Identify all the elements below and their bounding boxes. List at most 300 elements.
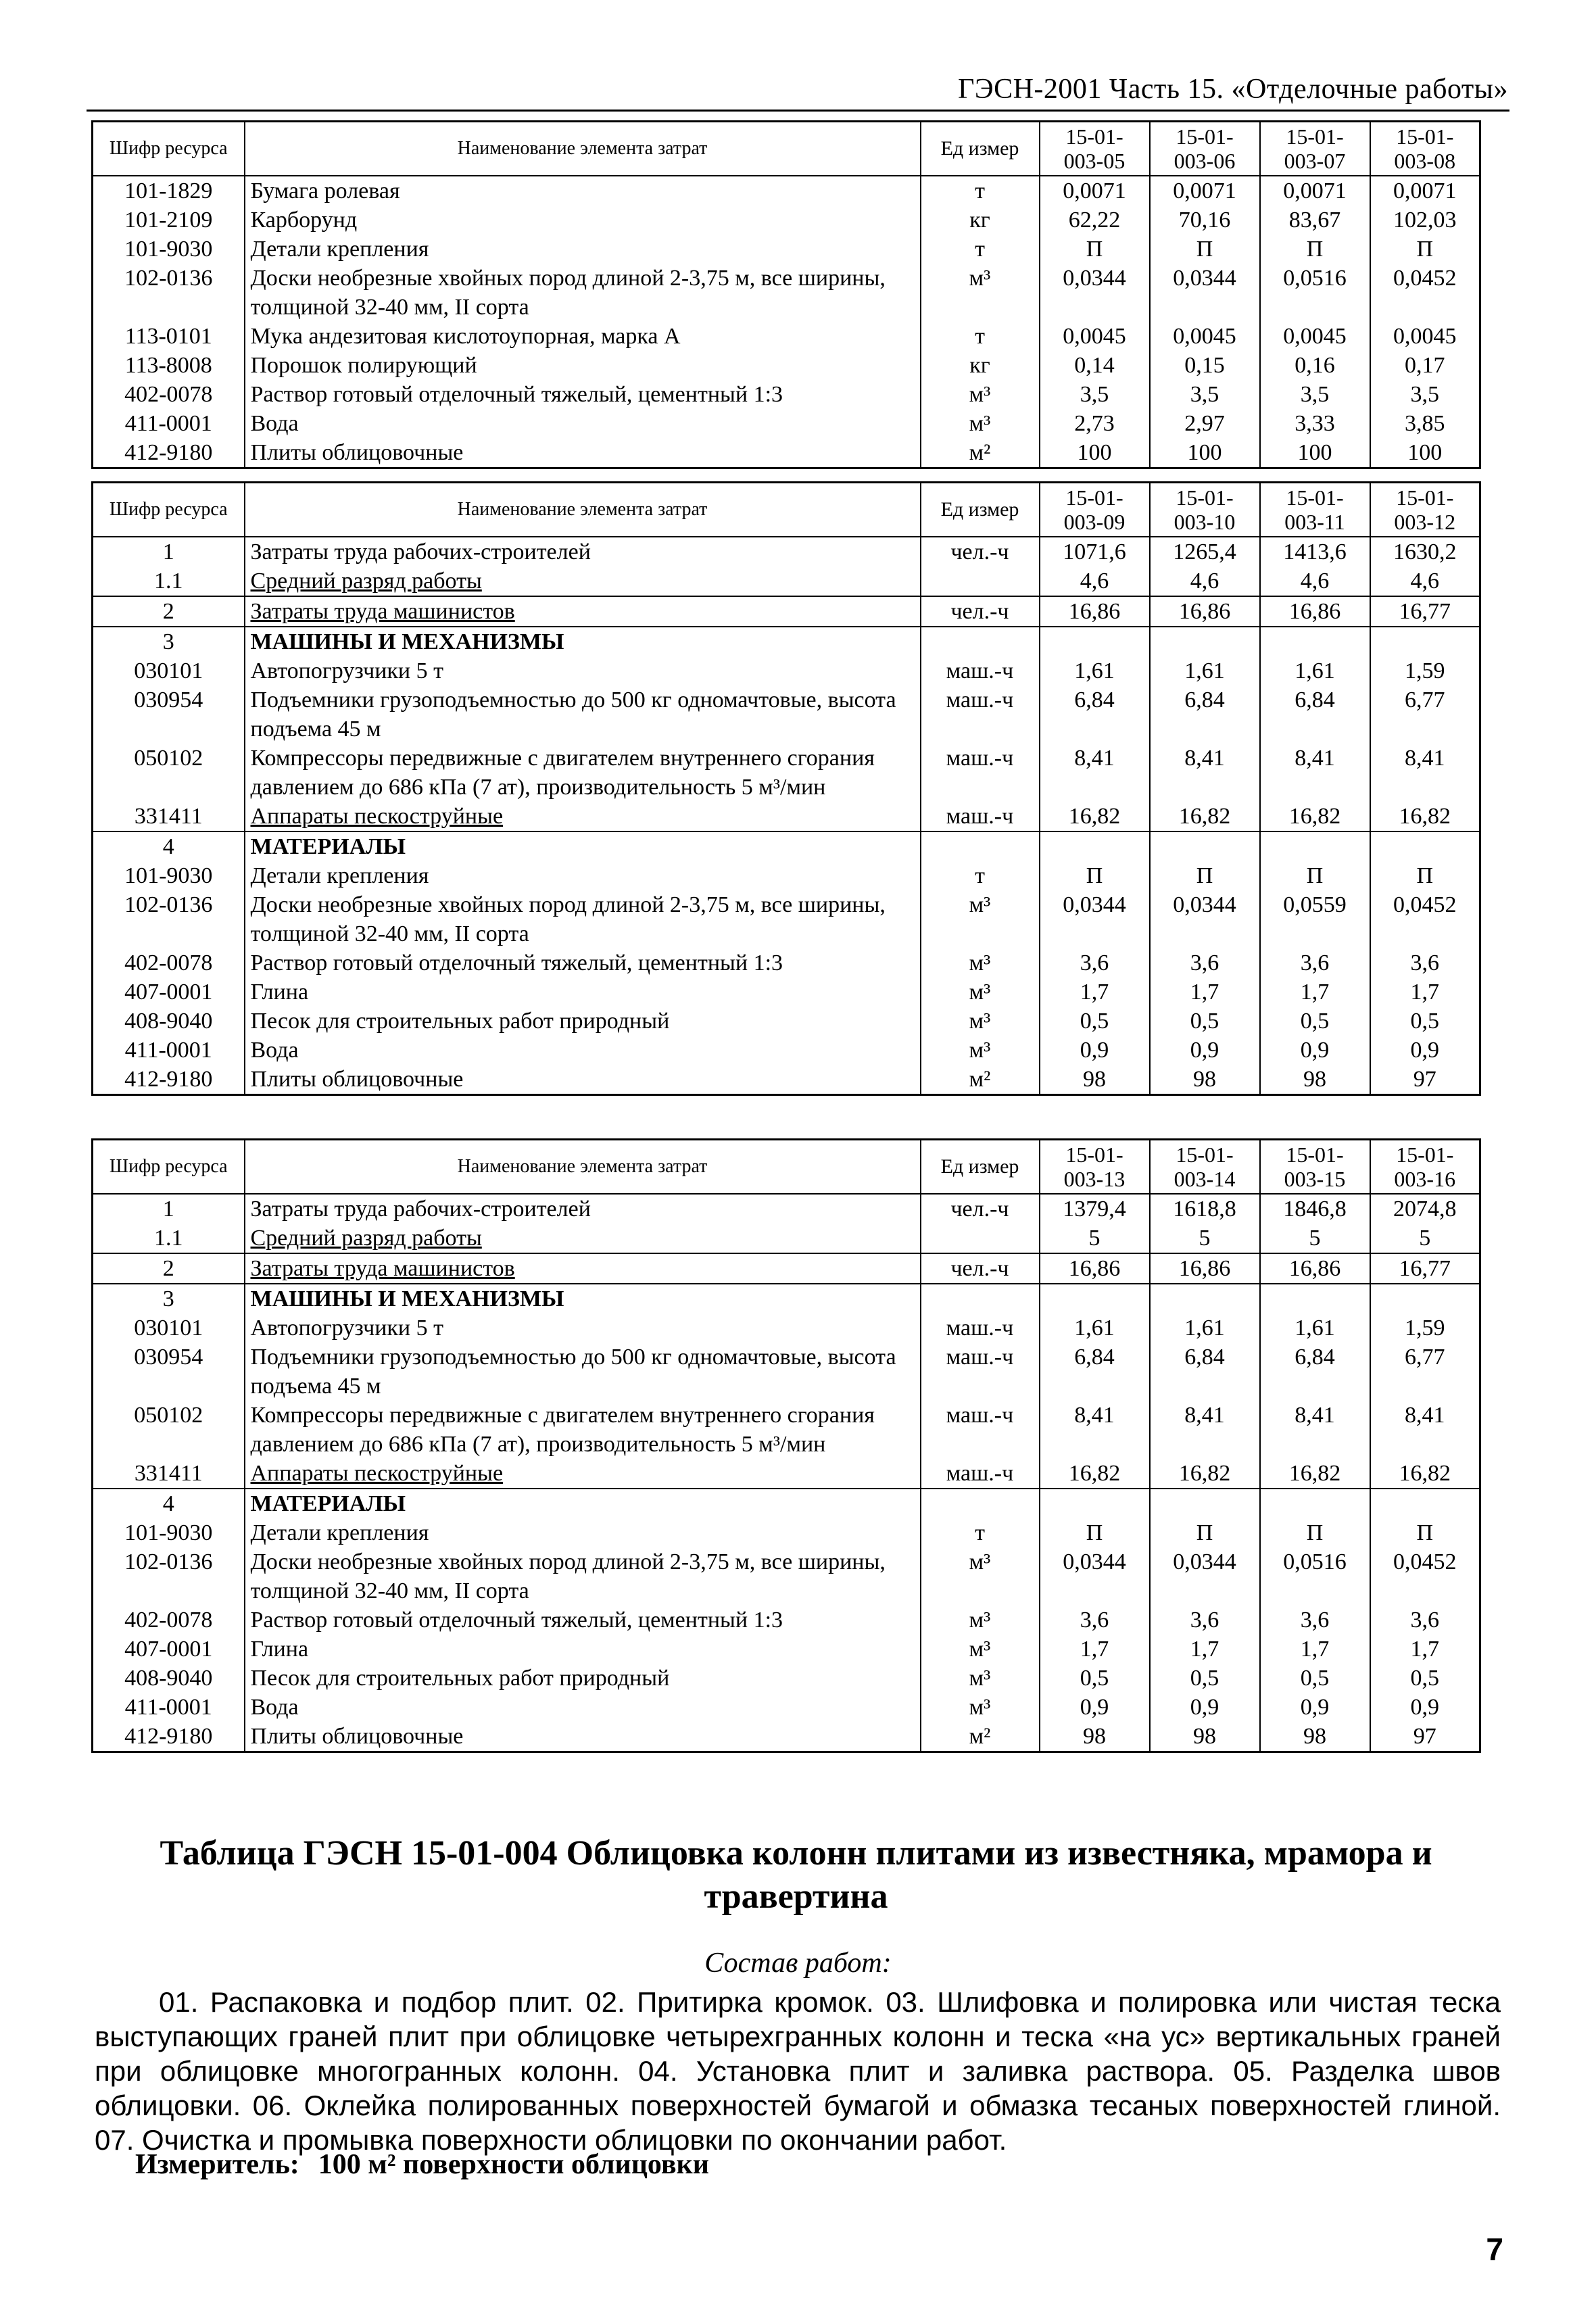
resource-code: 412-9180 xyxy=(93,1722,245,1752)
resource-unit: м³ xyxy=(921,1036,1040,1065)
resource-code: 113-0101 xyxy=(93,322,245,351)
table-row xyxy=(93,627,1480,656)
table-row xyxy=(93,438,1480,468)
resource-value xyxy=(1150,627,1260,656)
resource-unit: м³ xyxy=(921,890,1040,948)
resource-unit: м³ xyxy=(921,948,1040,978)
resource-name: Мука андезитовая кислотоупорная, марка А xyxy=(245,322,921,351)
resource-name: Затраты труда машинистов xyxy=(245,1253,921,1284)
resource-code: 2 xyxy=(93,1253,245,1284)
resource-value: 4,6 xyxy=(1260,566,1370,596)
resource-name: Песок для строительных работ природный xyxy=(245,1007,921,1036)
resource-value: П xyxy=(1260,235,1370,264)
resource-value: 0,9 xyxy=(1040,1036,1150,1065)
resource-unit: чел.-ч xyxy=(921,596,1040,627)
resource-value: П xyxy=(1040,861,1150,890)
resource-code: 407-0001 xyxy=(93,978,245,1007)
resource-unit: м³ xyxy=(921,978,1040,1007)
resource-value: 16,86 xyxy=(1260,596,1370,627)
resource-value: 8,41 xyxy=(1150,1401,1260,1459)
header-code: Шифр ресурса xyxy=(93,483,245,537)
header-name: Наименование элемента затрат xyxy=(245,483,921,537)
resource-code: 3 xyxy=(93,627,245,656)
table-row xyxy=(93,744,1480,802)
resource-unit: маш.-ч xyxy=(921,1313,1040,1343)
resource-name: Карборунд xyxy=(245,206,921,235)
table-row xyxy=(93,235,1480,264)
resource-unit: т xyxy=(921,322,1040,351)
resource-name: Раствор готовый отделочный тяжелый, цементный 1:3 xyxy=(245,948,921,978)
resource-value: 6,84 xyxy=(1040,685,1150,744)
resource-name: Подъемники грузоподъемностью до 500 кг одномачтовые, высота подъема 45 м xyxy=(245,1343,921,1401)
resource-unit: чел.-ч xyxy=(921,1253,1040,1284)
composition-label: Состав работ: xyxy=(704,1948,892,1979)
header-rule xyxy=(87,110,1509,112)
resource-value: 102,03 xyxy=(1370,206,1480,235)
resource-value: 0,0344 xyxy=(1150,890,1260,948)
resource-name: Затраты труда рабочих-строителей xyxy=(245,1194,921,1224)
resource-value: 3,5 xyxy=(1150,380,1260,409)
resource-name: Раствор готовый отделочный тяжелый, цементный 1:3 xyxy=(245,1606,921,1635)
header-norm: 15-01- 003-09 xyxy=(1040,483,1150,537)
resource-value: 4,6 xyxy=(1370,566,1480,596)
resource-value: 5 xyxy=(1370,1224,1480,1253)
table-row xyxy=(93,1606,1480,1635)
resource-code: 412-9180 xyxy=(93,438,245,468)
table-row xyxy=(93,1693,1480,1722)
resource-value: 3,5 xyxy=(1260,380,1370,409)
resource-unit: маш.-ч xyxy=(921,1459,1040,1489)
resource-code: 408-9040 xyxy=(93,1664,245,1693)
header-norm: 15-01- 003-10 xyxy=(1150,483,1260,537)
resource-value: 0,0559 xyxy=(1260,890,1370,948)
resource-name: Автопогрузчики 5 т xyxy=(245,656,921,685)
table-row xyxy=(93,409,1480,438)
resource-value xyxy=(1370,1284,1480,1313)
resource-value: 16,86 xyxy=(1150,1253,1260,1284)
resource-code: 402-0078 xyxy=(93,1606,245,1635)
table-row xyxy=(93,978,1480,1007)
resource-value: 5 xyxy=(1040,1224,1150,1253)
resource-value: П xyxy=(1150,235,1260,264)
resource-name: Детали крепления xyxy=(245,861,921,890)
table-row xyxy=(93,264,1480,322)
resource-code: 331411 xyxy=(93,1459,245,1489)
resource-code: 4 xyxy=(93,1489,245,1518)
header-code: Шифр ресурса xyxy=(93,122,245,176)
resource-name: Подъемники грузоподъемностью до 500 кг одномачтовые, высота подъема 45 м xyxy=(245,685,921,744)
table-row xyxy=(93,656,1480,685)
resource-value: 0,0344 xyxy=(1040,890,1150,948)
resource-value xyxy=(1040,1489,1150,1518)
header-norm: 15-01- 003-15 xyxy=(1260,1140,1370,1194)
resource-value: 16,77 xyxy=(1370,1253,1480,1284)
resource-value: 1618,8 xyxy=(1150,1194,1260,1224)
resource-name: Детали крепления xyxy=(245,235,921,264)
resource-value: 3,6 xyxy=(1040,1606,1150,1635)
resource-value: 98 xyxy=(1260,1722,1370,1752)
resource-value xyxy=(1260,1489,1370,1518)
table-row xyxy=(93,1664,1480,1693)
resource-code: 402-0078 xyxy=(93,948,245,978)
resource-name: Компрессоры передвижные с двигателем внутреннего сгорания давлением до 686 кПа (7 ат), производительность 5 м³/мин xyxy=(245,1401,921,1459)
table-row xyxy=(93,1224,1480,1253)
resource-value: 0,5 xyxy=(1150,1664,1260,1693)
resource-value: П xyxy=(1370,235,1480,264)
resource-value: 1071,6 xyxy=(1040,537,1150,566)
resource-value: 3,6 xyxy=(1370,1606,1480,1635)
resource-value: 100 xyxy=(1260,438,1370,468)
header-name: Наименование элемента затрат xyxy=(245,122,921,176)
resource-unit: м² xyxy=(921,1065,1040,1095)
resource-code: 2 xyxy=(93,596,245,627)
resource-code: 101-9030 xyxy=(93,235,245,264)
meter-label: Измеритель: xyxy=(135,2149,299,2180)
resource-value: 0,9 xyxy=(1040,1693,1150,1722)
resource-value xyxy=(1150,1489,1260,1518)
header-norm: 15-01- 003-08 xyxy=(1370,122,1480,176)
resource-name: Глина xyxy=(245,978,921,1007)
resource-value: 0,0452 xyxy=(1370,1547,1480,1606)
resource-value: 0,16 xyxy=(1260,351,1370,380)
resource-code: 3 xyxy=(93,1284,245,1313)
resource-code: 102-0136 xyxy=(93,1547,245,1606)
resource-code: 407-0001 xyxy=(93,1635,245,1664)
resource-value: 8,41 xyxy=(1260,1401,1370,1459)
resource-name: Вода xyxy=(245,1036,921,1065)
resource-value: 6,84 xyxy=(1260,685,1370,744)
resource-value: 3,6 xyxy=(1260,948,1370,978)
table-row xyxy=(93,1459,1480,1489)
resource-unit: кг xyxy=(921,351,1040,380)
resource-value xyxy=(1040,627,1150,656)
resource-unit: кг xyxy=(921,206,1040,235)
resource-value: 6,77 xyxy=(1370,1343,1480,1401)
resource-value: 0,0344 xyxy=(1150,1547,1260,1606)
resource-name: Доски необрезные хвойных пород длиной 2-3,75 м, все ширины, толщиной 32-40 мм, II сорта xyxy=(245,264,921,322)
resource-name: Затраты труда рабочих-строителей xyxy=(245,537,921,566)
resource-value: 8,41 xyxy=(1150,744,1260,802)
resource-value: 16,82 xyxy=(1260,1459,1370,1489)
resource-name: Доски необрезные хвойных пород длиной 2-3,75 м, все ширины, толщиной 32-40 мм, II сорта xyxy=(245,890,921,948)
table-row xyxy=(93,1253,1480,1284)
resource-value: 3,33 xyxy=(1260,409,1370,438)
resource-value: 3,6 xyxy=(1260,1606,1370,1635)
resource-name: Затраты труда машинистов xyxy=(245,596,921,627)
resource-code: 030101 xyxy=(93,1313,245,1343)
resource-value: 100 xyxy=(1150,438,1260,468)
resource-value: 0,17 xyxy=(1370,351,1480,380)
resource-value: 0,5 xyxy=(1150,1007,1260,1036)
resource-value: 16,82 xyxy=(1040,1459,1150,1489)
resource-value: 6,84 xyxy=(1260,1343,1370,1401)
resource-name: Вода xyxy=(245,1693,921,1722)
resource-code: 408-9040 xyxy=(93,1007,245,1036)
resource-value: 0,9 xyxy=(1150,1036,1260,1065)
resource-value: 5 xyxy=(1150,1224,1260,1253)
resource-name: Песок для строительных работ природный xyxy=(245,1664,921,1693)
table-row xyxy=(93,596,1480,627)
resource-value: 1,61 xyxy=(1150,1313,1260,1343)
resource-unit xyxy=(921,1284,1040,1313)
resource-value: 1,61 xyxy=(1260,1313,1370,1343)
resource-value: 2074,8 xyxy=(1370,1194,1480,1224)
resource-value: 16,82 xyxy=(1150,802,1260,831)
resource-value: П xyxy=(1370,1518,1480,1547)
resource-value: 0,9 xyxy=(1260,1036,1370,1065)
resource-unit xyxy=(921,1224,1040,1253)
resource-value: 0,0071 xyxy=(1260,176,1370,206)
resource-value: 3,6 xyxy=(1040,948,1150,978)
resource-value: 16,86 xyxy=(1150,596,1260,627)
resource-table-2 xyxy=(91,481,1481,1096)
resource-value xyxy=(1370,831,1480,861)
resource-value: 6,84 xyxy=(1150,685,1260,744)
resource-name: Плиты облицовочные xyxy=(245,438,921,468)
resource-value: 0,0516 xyxy=(1260,1547,1370,1606)
resource-name: Компрессоры передвижные с двигателем внутреннего сгорания давлением до 686 кПа (7 ат), производительность 5 м³/мин xyxy=(245,744,921,802)
resource-value: 1,59 xyxy=(1370,656,1480,685)
header-unit: Ед измер xyxy=(921,483,1040,537)
resource-value: П xyxy=(1040,1518,1150,1547)
resource-value: 8,41 xyxy=(1040,1401,1150,1459)
resource-value: 1,61 xyxy=(1040,656,1150,685)
resource-code: 412-9180 xyxy=(93,1065,245,1095)
resource-value: 98 xyxy=(1260,1065,1370,1095)
resource-unit xyxy=(921,627,1040,656)
resource-code: 411-0001 xyxy=(93,409,245,438)
resource-unit: м³ xyxy=(921,264,1040,322)
header-norm: 15-01- 003-05 xyxy=(1040,122,1150,176)
resource-unit: т xyxy=(921,176,1040,206)
resource-value: 97 xyxy=(1370,1722,1480,1752)
resource-value: 16,86 xyxy=(1260,1253,1370,1284)
header-norm: 15-01- 003-14 xyxy=(1150,1140,1260,1194)
header-norm: 15-01- 003-12 xyxy=(1370,483,1480,537)
resource-value: 0,5 xyxy=(1260,1007,1370,1036)
table-row xyxy=(93,948,1480,978)
resource-value: 1,7 xyxy=(1150,1635,1260,1664)
resource-value: 0,9 xyxy=(1370,1693,1480,1722)
table-row xyxy=(93,1065,1480,1095)
resource-unit: м³ xyxy=(921,409,1040,438)
resource-value: 62,22 xyxy=(1040,206,1150,235)
resource-unit: м³ xyxy=(921,380,1040,409)
table-row xyxy=(93,1489,1480,1518)
resource-value: 0,0344 xyxy=(1040,264,1150,322)
resource-code: 030954 xyxy=(93,1343,245,1401)
table-row xyxy=(93,1313,1480,1343)
resource-unit: м³ xyxy=(921,1693,1040,1722)
resource-code: 331411 xyxy=(93,802,245,831)
header-norm: 15-01- 003-16 xyxy=(1370,1140,1480,1194)
resource-value: 0,9 xyxy=(1370,1036,1480,1065)
resource-unit: м³ xyxy=(921,1007,1040,1036)
table-row xyxy=(93,1722,1480,1752)
table-row xyxy=(93,1036,1480,1065)
resource-name: Автопогрузчики 5 т xyxy=(245,1313,921,1343)
resource-value: 16,86 xyxy=(1040,1253,1150,1284)
resource-code: 050102 xyxy=(93,744,245,802)
resource-unit: т xyxy=(921,861,1040,890)
resource-value: 0,0045 xyxy=(1150,322,1260,351)
table-row xyxy=(93,206,1480,235)
header-norm: 15-01- 003-07 xyxy=(1260,122,1370,176)
resource-value: 0,14 xyxy=(1040,351,1150,380)
meter-line xyxy=(135,2148,709,2181)
resource-table-3 xyxy=(91,1138,1481,1753)
table-row xyxy=(93,1547,1480,1606)
resource-value: 1379,4 xyxy=(1040,1194,1150,1224)
resource-value: 0,0452 xyxy=(1370,890,1480,948)
resource-table-1 xyxy=(91,120,1481,469)
header-unit: Ед измер xyxy=(921,122,1040,176)
table-row xyxy=(93,176,1480,206)
resource-name: Доски необрезные хвойных пород длиной 2-3,75 м, все ширины, толщиной 32-40 мм, II сорта xyxy=(245,1547,921,1606)
resource-value: 1,7 xyxy=(1370,1635,1480,1664)
resource-code: 402-0078 xyxy=(93,380,245,409)
resource-code: 1 xyxy=(93,537,245,566)
table-row xyxy=(93,802,1480,831)
resource-value xyxy=(1150,831,1260,861)
resource-unit: м³ xyxy=(921,1547,1040,1606)
resource-value: 1,7 xyxy=(1260,1635,1370,1664)
resource-unit: м³ xyxy=(921,1664,1040,1693)
resource-value: 16,82 xyxy=(1040,802,1150,831)
resource-value: 83,67 xyxy=(1260,206,1370,235)
resource-value: 1,7 xyxy=(1370,978,1480,1007)
resource-code: 030954 xyxy=(93,685,245,744)
resource-value xyxy=(1150,1284,1260,1313)
resource-code: 411-0001 xyxy=(93,1693,245,1722)
resource-value: 16,77 xyxy=(1370,596,1480,627)
table-row xyxy=(93,322,1480,351)
header-unit: Ед измер xyxy=(921,1140,1040,1194)
resource-unit xyxy=(921,831,1040,861)
resource-unit: м³ xyxy=(921,1635,1040,1664)
resource-value: 3,5 xyxy=(1370,380,1480,409)
header-norm: 15-01- 003-06 xyxy=(1150,122,1260,176)
table-row xyxy=(93,890,1480,948)
header-code: Шифр ресурса xyxy=(93,1140,245,1194)
resource-value: 1846,8 xyxy=(1260,1194,1370,1224)
table-row xyxy=(93,1518,1480,1547)
resource-name: Бумага ролевая xyxy=(245,176,921,206)
resource-unit: чел.-ч xyxy=(921,537,1040,566)
composition-text: 01. Распаковка и подбор плит. 02. Притирка кромок. 03. Шлифовка и полировка или чистая теска выступающих граней плит при облицовке четырехгранных колонн и теска «на ус» вертикальных граней при облицовке многогранных колонн. 04. Установка плит и заливка раствора. 05. Разделка швов облицовки. 06. Оклейка полированных поверхностей бумагой и обмазка тесаных поверхностей глиной. 07. Очистка и промывка поверхности облицовки по окончании работ. xyxy=(95,1986,1501,2156)
resource-name: Плиты облицовочные xyxy=(245,1065,921,1095)
resource-value: 8,41 xyxy=(1370,744,1480,802)
resource-name: МАТЕРИАЛЫ xyxy=(245,831,921,861)
resource-value: 8,41 xyxy=(1370,1401,1480,1459)
resource-value: П xyxy=(1260,1518,1370,1547)
resource-value: 16,82 xyxy=(1370,1459,1480,1489)
resource-code: 411-0001 xyxy=(93,1036,245,1065)
resource-value: 100 xyxy=(1370,438,1480,468)
resource-unit xyxy=(921,566,1040,596)
resource-value: 0,0452 xyxy=(1370,264,1480,322)
resource-value: 3,85 xyxy=(1370,409,1480,438)
resource-value: 0,0344 xyxy=(1150,264,1260,322)
resource-code: 101-1829 xyxy=(93,176,245,206)
header-norm: 15-01- 003-13 xyxy=(1040,1140,1150,1194)
resource-value: 1630,2 xyxy=(1370,537,1480,566)
table-row xyxy=(93,861,1480,890)
resource-name: Плиты облицовочные xyxy=(245,1722,921,1752)
resource-value: 2,73 xyxy=(1040,409,1150,438)
resource-value: 8,41 xyxy=(1040,744,1150,802)
section-title: Таблица ГЭСН 15-01-004 Облицовка колонн плитами из известняка, мрамора и травертина xyxy=(160,1834,1432,1916)
resource-value xyxy=(1370,1489,1480,1518)
resource-value: 8,41 xyxy=(1260,744,1370,802)
table-row xyxy=(93,351,1480,380)
table-row xyxy=(93,685,1480,744)
resource-value: 3,6 xyxy=(1150,948,1260,978)
resource-unit: маш.-ч xyxy=(921,744,1040,802)
resource-value: 98 xyxy=(1040,1065,1150,1095)
resource-value: 0,0071 xyxy=(1040,176,1150,206)
resource-value: 3,5 xyxy=(1040,380,1150,409)
resource-value: 1413,6 xyxy=(1260,537,1370,566)
resource-value xyxy=(1260,1284,1370,1313)
resource-value: 0,0045 xyxy=(1370,322,1480,351)
resource-name: Средний разряд работы xyxy=(245,566,921,596)
resource-value xyxy=(1040,831,1150,861)
resource-code: 1.1 xyxy=(93,1224,245,1253)
resource-name: Вода xyxy=(245,409,921,438)
resource-name: Порошок полирующий xyxy=(245,351,921,380)
resource-value: 98 xyxy=(1040,1722,1150,1752)
resource-value: 98 xyxy=(1150,1722,1260,1752)
resource-value: 6,84 xyxy=(1150,1343,1260,1401)
running-header: ГЭСН-2001 Часть 15. «Отделочные работы» xyxy=(958,74,1508,105)
resource-code: 1.1 xyxy=(93,566,245,596)
resource-value: 0,9 xyxy=(1260,1693,1370,1722)
resource-value: 6,77 xyxy=(1370,685,1480,744)
resource-value: 98 xyxy=(1150,1065,1260,1095)
resource-code: 113-8008 xyxy=(93,351,245,380)
resource-value: 100 xyxy=(1040,438,1150,468)
resource-value: 1,7 xyxy=(1260,978,1370,1007)
table-row xyxy=(93,1007,1480,1036)
resource-value: П xyxy=(1150,1518,1260,1547)
resource-code: 102-0136 xyxy=(93,264,245,322)
table-row xyxy=(93,1401,1480,1459)
meter-value: 100 м² поверхности облицовки xyxy=(318,2149,709,2180)
resource-name: Детали крепления xyxy=(245,1518,921,1547)
resource-unit: маш.-ч xyxy=(921,1401,1040,1459)
resource-unit: маш.-ч xyxy=(921,685,1040,744)
resource-value: 0,15 xyxy=(1150,351,1260,380)
resource-value: 1,59 xyxy=(1370,1313,1480,1343)
resource-name: МАШИНЫ И МЕХАНИЗМЫ xyxy=(245,627,921,656)
resource-value: 0,0071 xyxy=(1150,176,1260,206)
resource-code: 101-2109 xyxy=(93,206,245,235)
resource-value: 3,6 xyxy=(1150,1606,1260,1635)
resource-value: 3,6 xyxy=(1370,948,1480,978)
header-name: Наименование элемента затрат xyxy=(245,1140,921,1194)
resource-value: 16,82 xyxy=(1260,802,1370,831)
resource-value: 0,5 xyxy=(1040,1007,1150,1036)
resource-unit: маш.-ч xyxy=(921,656,1040,685)
resource-value: П xyxy=(1150,861,1260,890)
table-row xyxy=(93,831,1480,861)
resource-value: П xyxy=(1260,861,1370,890)
resource-unit: м² xyxy=(921,438,1040,468)
resource-value xyxy=(1370,627,1480,656)
table-row xyxy=(93,537,1480,566)
resource-value: 4,6 xyxy=(1150,566,1260,596)
